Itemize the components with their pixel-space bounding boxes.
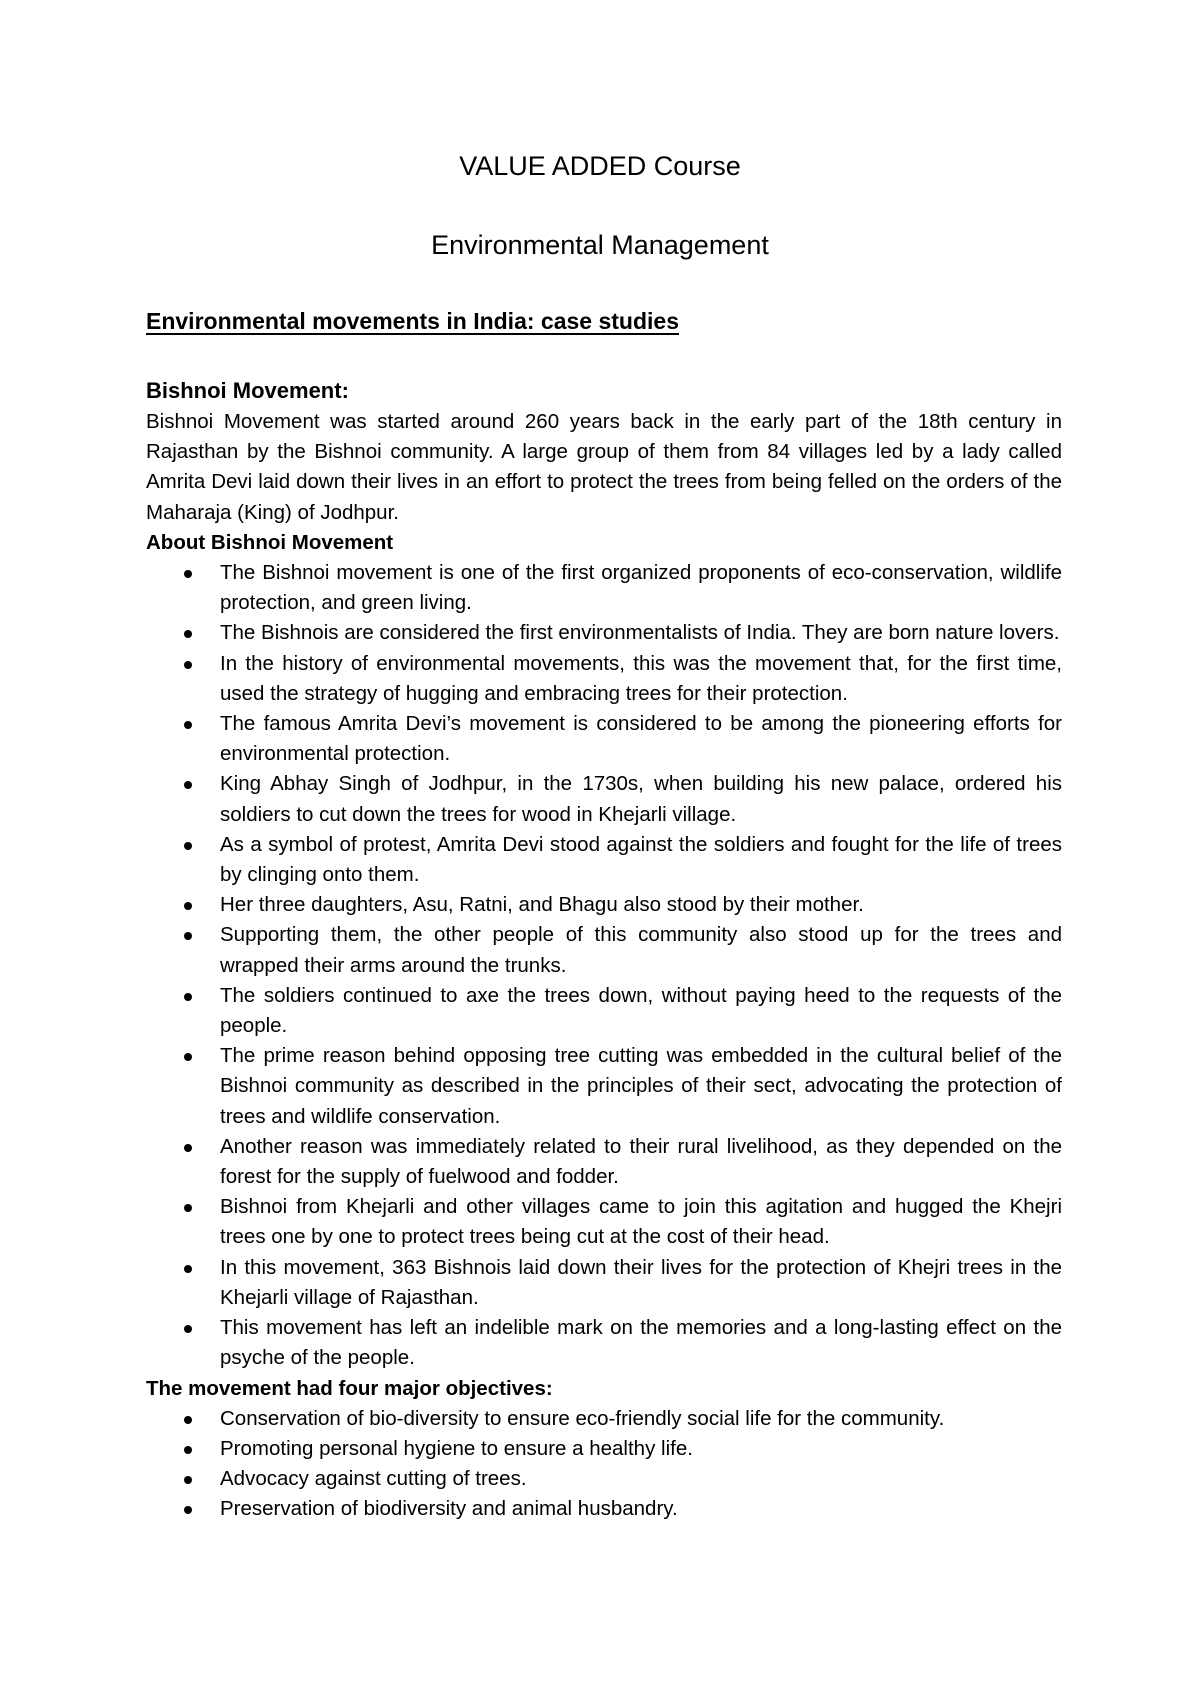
- list-item: [146, 769, 1062, 829]
- list-item-text: In this movement, 363 Bishnois laid down their lives for the protection of Khejri trees in the Khejarli village of Rajasthan.: [220, 1255, 1062, 1309]
- list-item: [146, 1434, 1062, 1464]
- list-item: [146, 1313, 1062, 1373]
- bullet-icon: [184, 1144, 192, 1152]
- objectives-list: [146, 1404, 1062, 1525]
- movement-title: Bishnoi Movement:: [146, 378, 349, 403]
- bullet-icon: [184, 993, 192, 1001]
- list-item: [146, 1192, 1062, 1252]
- list-item-text: The Bishnoi movement is one of the first organized proponents of eco-conservation, wildlife protection, and green living.: [220, 561, 1062, 615]
- list-item: [146, 649, 1062, 709]
- list-item-text: Her three daughters, Asu, Ratni, and Bhagu also stood by their mother.: [220, 893, 864, 917]
- list-item: [146, 890, 1062, 920]
- list-item-text: This movement has left an indelible mark on the memories and a long-lasting effect on the psyche of the people.: [220, 1316, 1062, 1370]
- bullet-icon: [184, 630, 192, 638]
- list-item-text: Promoting personal hygiene to ensure a healthy life.: [220, 1436, 693, 1460]
- list-item-text: Advocacy against cutting of trees.: [220, 1467, 527, 1491]
- bullet-icon: [184, 1416, 192, 1424]
- list-item: [146, 1464, 1062, 1494]
- bullet-icon: [184, 781, 192, 789]
- list-item-text: The famous Amrita Devi’s movement is considered to be among the pioneering efforts for environmental protection.: [220, 712, 1062, 766]
- document-content: [146, 375, 1062, 1525]
- list-item: [146, 709, 1062, 769]
- list-item: [146, 1494, 1062, 1524]
- bullet-icon: [184, 721, 192, 729]
- list-item: [146, 618, 1062, 648]
- list-item: [146, 1253, 1062, 1313]
- list-item: [146, 981, 1062, 1041]
- bullet-icon: [184, 1265, 192, 1273]
- intro-paragraph: Bishnoi Movement was started around 260 years back in the early part of the 18th century in Rajasthan by the Bishnoi community. A large group of them from 84 villages led by a lady called Amrita Devi laid down their lives in an effort to protect the trees from being felled on the orders of the Maharaja (King) of Jodhpur.: [146, 410, 1062, 524]
- bullet-icon: [184, 1476, 192, 1484]
- list-item: [146, 1132, 1062, 1192]
- list-item-text: Another reason was immediately related to their rural livelihood, as they depended on the forest for the supply of fuelwood and fodder.: [220, 1134, 1062, 1189]
- list-item-text: Preservation of biodiversity and animal husbandry.: [220, 1497, 678, 1521]
- list-item-text: King Abhay Singh of Jodhpur, in the 1730s, when building his new palace, ordered his soldiers to cut down the trees for wood in Khejarli village.: [220, 772, 1062, 826]
- about-label: About Bishnoi Movement: [146, 530, 394, 554]
- list-item-text: Conservation of bio-diversity to ensure eco-friendly social life for the community.: [220, 1406, 945, 1430]
- document-subtitle: Environmental Management: [431, 230, 769, 260]
- list-item-text: The soldiers continued to axe the trees down, without paying heed to the requests of the people.: [220, 983, 1062, 1038]
- bullet-icon: [184, 932, 192, 940]
- section-heading: Environmental movements in India: case studies: [146, 308, 679, 334]
- list-item-text: The Bishnois are considered the first environmentalists of India. They are born nature lovers.: [220, 621, 1060, 645]
- bullet-icon: [184, 1204, 192, 1212]
- about-points-list: [146, 558, 1062, 1373]
- bullet-icon: [184, 661, 192, 669]
- list-item: [146, 830, 1062, 890]
- list-item-text: The prime reason behind opposing tree cutting was embedded in the cultural belief of the Bishnoi community as described in the principles of their sect, advocating the protection of trees and wildlife conservation.: [220, 1044, 1062, 1128]
- list-item-text: Bishnoi from Khejarli and other villages came to join this agitation and hugged the Khejri trees one by one to protect trees being cut at the cost of their head.: [220, 1195, 1062, 1249]
- list-item-text: As a symbol of protest, Amrita Devi stood against the soldiers and fought for the life of trees by clinging onto them.: [220, 832, 1062, 887]
- objectives-label: The movement had four major objectives:: [146, 1376, 553, 1400]
- list-item: [146, 920, 1062, 980]
- bullet-icon: [184, 1506, 192, 1514]
- bullet-icon: [184, 1446, 192, 1454]
- list-item-text: In the history of environmental movements, this was the movement that, for the first time, used the strategy of hugging and embracing trees for their protection.: [220, 651, 1062, 705]
- list-item: [146, 1041, 1062, 1132]
- bullet-icon: [184, 902, 192, 910]
- document-title: VALUE ADDED Course: [459, 151, 741, 181]
- list-item: [146, 558, 1062, 618]
- bullet-icon: [184, 1053, 192, 1061]
- bullet-icon: [184, 842, 192, 850]
- list-item: [146, 1404, 1062, 1434]
- list-item-text: Supporting them, the other people of this community also stood up for the trees and wrapped their arms around the trunks.: [220, 923, 1062, 977]
- bullet-icon: [184, 570, 192, 578]
- bullet-icon: [184, 1325, 192, 1333]
